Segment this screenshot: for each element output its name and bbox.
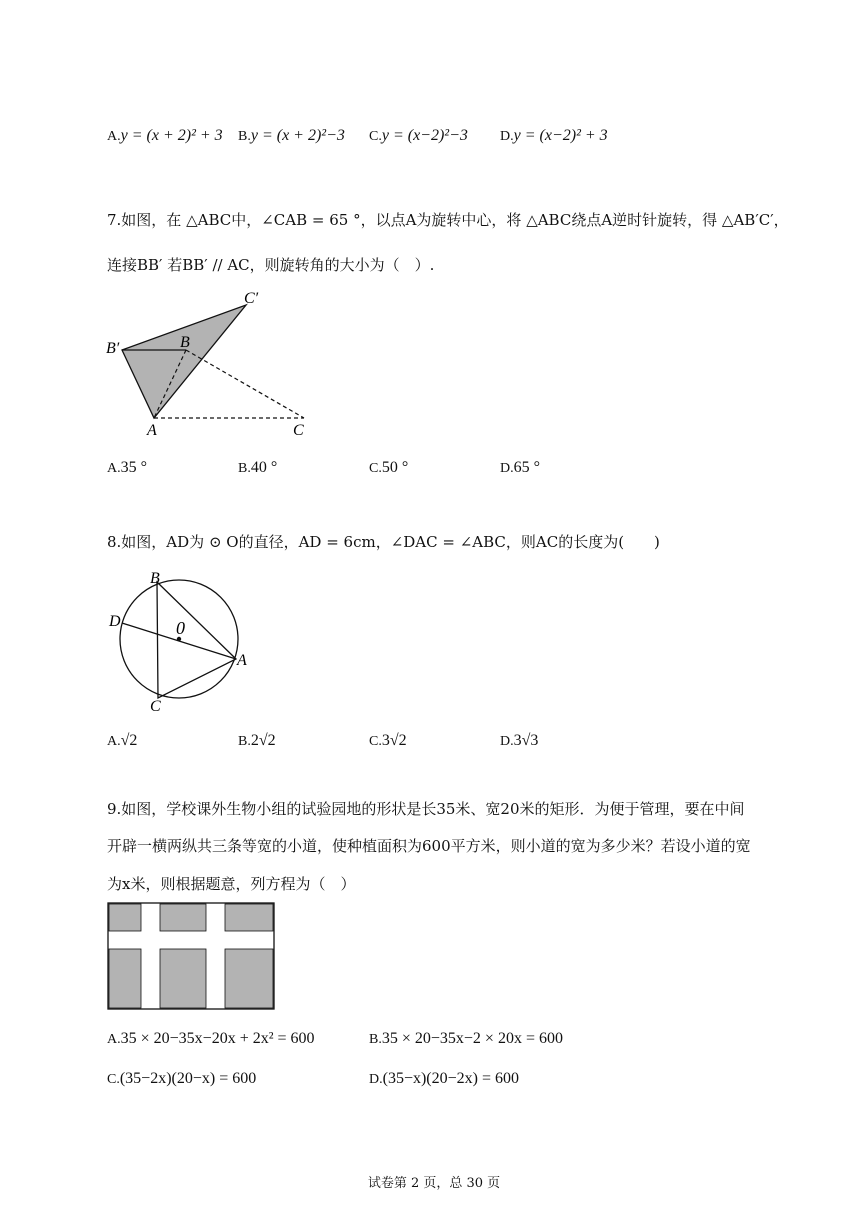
q8-option-d[interactable]: [500, 731, 538, 752]
q9-plot-bottom-right: [225, 949, 273, 1008]
q6-option-b-expr: y = (x + 2)²−3: [250, 127, 345, 144]
q9-option-d-label: D.: [369, 1072, 383, 1087]
q9-option-b-label: B.: [369, 1032, 382, 1047]
q8-option-a[interactable]: [107, 731, 137, 752]
q8-option-b-label: B.: [238, 734, 251, 749]
q8-label-c: C: [150, 698, 161, 715]
q9-stem-line1: 9.如图，学校课外生物小组的试验园地的形状是长35米、宽20米的矩形．为便于管理，要在中间: [107, 800, 745, 818]
q9-option-c-value: (35−2x)(20−x) = 600: [119, 1070, 257, 1087]
q7-segment-bc: [186, 350, 304, 418]
q7-option-d-label: D.: [500, 461, 514, 476]
q8-label-d: D: [109, 613, 121, 630]
q6-option-d[interactable]: [500, 126, 608, 147]
q7-label-b: B: [180, 334, 190, 351]
q7-option-d[interactable]: [500, 458, 540, 479]
q9-stem-line2: 开辟一横两纵共三条等宽的小道，使种植面积为600平方米，则小道的宽为多少米？若设小道的宽: [107, 837, 751, 855]
q7-stem-line2: 连接BB′ 若BB′ // AC，则旋转角的大小为（ ）.: [107, 256, 435, 274]
q6-option-c-expr: y = (x−2)²−3: [381, 127, 468, 144]
q8-triangle-abc: [157, 582, 236, 698]
q7-option-b[interactable]: [238, 458, 277, 479]
q6-option-c-label: C.: [369, 129, 382, 144]
q8-option-c[interactable]: [369, 731, 407, 752]
q6-option-a-expr: y = (x + 2)² + 3: [120, 127, 223, 144]
q9-stem-line3: 为x米，则根据题意，列方程为（ ）: [107, 875, 356, 893]
q6-option-b-label: B.: [238, 129, 251, 144]
q7-option-a-label: A.: [107, 461, 121, 476]
q6-option-a[interactable]: [107, 126, 223, 147]
q7-option-b-label: B.: [238, 461, 251, 476]
q8-stem-line1: 8.如图，AD为 ⊙ O的直径，AD = 6cm，∠DAC = ∠ABC，则AC的长度为( ): [107, 533, 660, 551]
q6-option-c[interactable]: [369, 126, 468, 147]
q8-option-c-value: 3√2: [381, 732, 407, 749]
q7-option-a-value: 35 °: [120, 459, 148, 476]
q7-option-a[interactable]: [107, 458, 147, 479]
q6-option-a-label: A.: [107, 129, 121, 144]
q7-label-c: C: [293, 422, 304, 439]
q8-option-d-label: D.: [500, 734, 514, 749]
q9-option-c-label: C.: [107, 1072, 120, 1087]
q9-garden-figure: [107, 902, 277, 1012]
q9-option-a-value: 35 × 20−35x−20x + 2x² = 600: [120, 1030, 315, 1047]
q8-label-a: A: [237, 652, 247, 669]
q8-option-c-label: C.: [369, 734, 382, 749]
q6-option-d-label: D.: [500, 129, 514, 144]
q8-option-a-label: A.: [107, 734, 121, 749]
q8-option-d-value: 3√3: [513, 732, 539, 749]
q6-option-b[interactable]: [238, 126, 345, 147]
q9-option-a[interactable]: [107, 1029, 315, 1050]
q7-option-b-value: 40 °: [250, 459, 278, 476]
q9-option-c[interactable]: [107, 1069, 256, 1090]
q7-triangle-ab1c1: [122, 305, 246, 418]
q7-option-c-value: 50 °: [381, 459, 409, 476]
q6-option-d-expr: y = (x−2)² + 3: [513, 127, 608, 144]
q9-option-a-label: A.: [107, 1032, 121, 1047]
q8-label-b: B: [150, 570, 160, 587]
q7-option-c[interactable]: [369, 458, 408, 479]
q8-option-b[interactable]: [238, 731, 276, 752]
q7-rotation-figure: [100, 285, 320, 440]
q9-option-b[interactable]: [369, 1029, 563, 1050]
q8-option-a-value: √2: [120, 732, 138, 749]
page-footer: 试卷第 2 页，总 30 页: [367, 1176, 501, 1191]
q9-plot-top-right: [225, 904, 273, 931]
q9-plot-bottom-middle: [160, 949, 206, 1008]
q9-plot-top-middle: [160, 904, 206, 931]
q8-option-b-value: 2√2: [250, 732, 276, 749]
q9-option-b-value: 35 × 20−35x−2 × 20x = 600: [381, 1030, 563, 1047]
q7-label-b1: B′: [106, 340, 120, 357]
q7-stem-line1: 7.如图，在 △ABC中，∠CAB = 65 °，以点A为旋转中心，将 △ABC绕点A逆时针旋转，得 △AB′C′，: [107, 211, 789, 229]
q9-plot-top-left: [109, 904, 141, 931]
q7-label-c1: C′: [244, 290, 259, 307]
q9-plot-bottom-left: [109, 949, 141, 1008]
q8-label-o: 0: [176, 618, 185, 638]
q7-option-c-label: C.: [369, 461, 382, 476]
q8-circle-figure: [100, 565, 260, 715]
q7-option-d-value: 65 °: [513, 459, 541, 476]
q9-option-d[interactable]: [369, 1069, 519, 1090]
q9-option-d-value: (35−x)(20−2x) = 600: [382, 1070, 520, 1087]
q7-label-a: A: [147, 422, 157, 439]
